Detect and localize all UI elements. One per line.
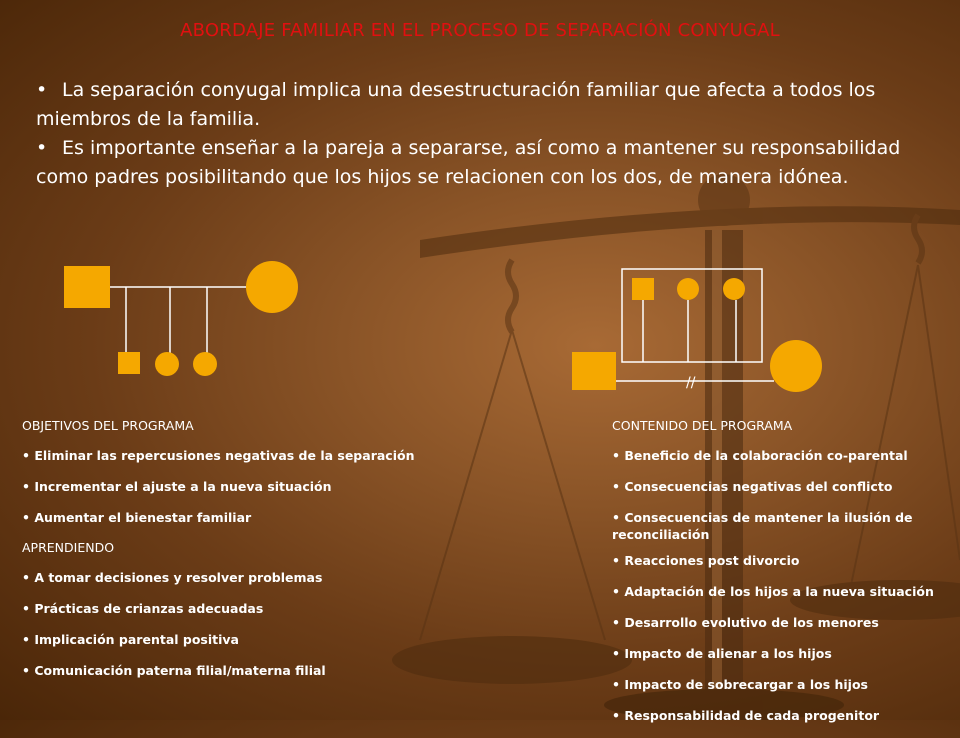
objetivos-heading: OBJETIVOS DEL PROGRAMA	[22, 418, 194, 433]
list-item: • Impacto de sobrecargar a los hijos	[612, 677, 868, 692]
bullet-icon: •	[36, 79, 48, 101]
list-item: • Aumentar el bienestar familiar	[22, 510, 252, 525]
list-item: • Impacto de alienar a los hijos	[612, 646, 832, 661]
father-square	[572, 352, 616, 390]
list-item: • Consecuencias negativas del conflicto	[612, 479, 893, 494]
son-square	[118, 352, 140, 374]
mother-circle	[770, 340, 822, 392]
separation-mark: //	[686, 375, 696, 391]
genogram-intact-family	[64, 261, 298, 376]
genogram-separated-family	[572, 269, 822, 392]
list-item: • Desarrollo evolutivo de los menores	[612, 615, 879, 630]
father-square	[64, 266, 110, 308]
list-item: • Consecuencias de mantener la ilusión de reconciliación	[612, 510, 913, 542]
contenido-heading: CONTENIDO DEL PROGRAMA	[612, 418, 793, 433]
list-item: • Prácticas de crianzas adecuadas	[22, 601, 264, 616]
daughter-circle	[155, 352, 179, 376]
list-item: • Adaptación de los hijos a la nueva situación	[612, 584, 934, 599]
mother-circle	[246, 261, 298, 313]
daughter-circle	[677, 278, 699, 300]
slide-title: ABORDAJE FAMILIAR EN EL PROCESO DE SEPARACIÓN CONYUGAL	[180, 20, 780, 41]
son-square	[632, 278, 654, 300]
list-item: • Responsabilidad de cada progenitor	[612, 708, 880, 723]
list-item: • Comunicación paterna filial/materna filial	[22, 663, 326, 678]
list-item: • Beneficio de la colaboración co-parental	[612, 448, 908, 463]
daughter-circle	[723, 278, 745, 300]
list-item: • A tomar decisiones y resolver problemas	[22, 570, 323, 585]
aprendiendo-heading: APRENDIENDO	[22, 540, 115, 555]
list-item: • Incrementar el ajuste a la nueva situación	[22, 479, 332, 494]
contenido-section	[612, 418, 952, 738]
daughter-circle	[193, 352, 217, 376]
list-item: • Eliminar las repercusiones negativas de la separación	[22, 448, 415, 463]
intro-bullet: • La separación conyugal implica una desestructuración familiar que afecta a todos los miembros de la familia.	[36, 76, 916, 134]
objetivos-section	[22, 418, 442, 693]
list-item: • Implicación parental positiva	[22, 632, 239, 647]
intro-bullet: • Es importante enseñar a la pareja a separarse, así como a mantener su responsabilidad como padres posibilitando que los hijos se relacionen con los dos, de manera idónea.	[36, 134, 916, 192]
list-item: • Reacciones post divorcio	[612, 553, 800, 568]
bullet-icon: •	[36, 137, 48, 159]
